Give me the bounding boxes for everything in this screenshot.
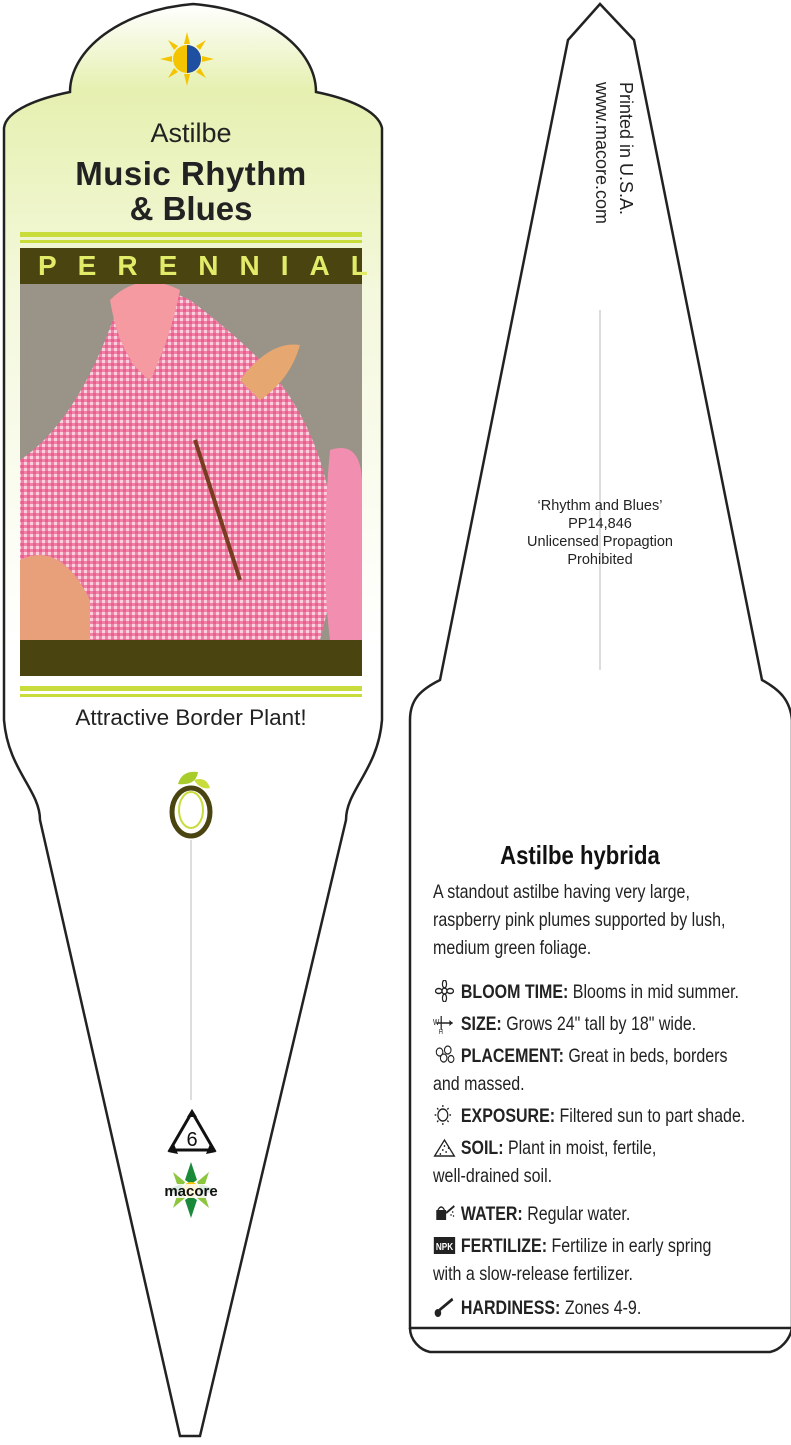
placement-label: PLACEMENT:	[460, 1045, 564, 1067]
size-text: Grows 24" tall by 18" wide.	[501, 1013, 697, 1035]
care-soil	[433, 1134, 712, 1190]
care-fertilize	[433, 1232, 712, 1288]
sprout-icon	[162, 766, 220, 842]
thermometer-icon	[433, 1296, 456, 1318]
water-text: Regular water.	[522, 1203, 631, 1225]
soil-text: Plant in moist, fertile,	[503, 1137, 657, 1159]
cultivar-name-line2: & Blues	[129, 190, 253, 227]
patent-line: Prohibited	[567, 552, 633, 568]
svg-text:NPK: NPK	[435, 1241, 454, 1253]
sun-shade-icon	[160, 32, 214, 86]
plant-photo	[20, 282, 362, 676]
watering-can-icon	[433, 1202, 456, 1224]
placement-text-2: and massed.	[433, 1073, 525, 1095]
care-hardiness	[433, 1294, 712, 1322]
sun-icon	[433, 1104, 456, 1126]
care-exposure	[433, 1102, 746, 1130]
patent-notice	[480, 497, 720, 569]
fertilize-label: FERTILIZE:	[460, 1235, 548, 1257]
care-bloom	[433, 978, 739, 1006]
website: www.macore.com	[592, 82, 612, 225]
patent-line: PP14,846	[568, 516, 632, 532]
exposure-label: EXPOSURE:	[460, 1105, 556, 1127]
fertilize-text: Fertilize in early spring	[547, 1235, 712, 1257]
cultivar-name-line1: Music Rhythm	[75, 155, 307, 192]
placement-text: Great in beds, borders	[563, 1045, 728, 1067]
water-label: WATER:	[460, 1203, 523, 1225]
recycle-code: 6	[186, 1129, 198, 1151]
tagline: Attractive Border Plant!	[75, 705, 307, 730]
patent-line: ‘Rhythm and Blues’	[537, 498, 663, 514]
care-size	[433, 1010, 712, 1038]
description-line: raspberry pink plumes supported by lush,	[433, 909, 726, 931]
fertilizer-icon	[433, 1234, 456, 1256]
description	[433, 878, 726, 962]
svg-text:H: H	[438, 1028, 443, 1034]
genus-name: Astilbe	[150, 118, 232, 148]
size-label: SIZE:	[460, 1013, 502, 1035]
care-placement	[433, 1042, 728, 1098]
printed-rotated	[570, 82, 640, 302]
recycle-icon	[166, 1108, 218, 1162]
hardiness-text: Zones 4-9.	[560, 1297, 642, 1319]
printed-in: Printed in U.S.A.	[616, 82, 636, 216]
exposure-text: Filtered sun to part shade.	[555, 1105, 746, 1127]
soil-label: SOIL:	[460, 1137, 504, 1159]
soil-icon	[433, 1136, 456, 1158]
description-line: medium green foliage.	[433, 937, 592, 959]
svg-text:W: W	[433, 1017, 440, 1028]
placement-icon	[433, 1044, 456, 1066]
description-line: A standout astilbe having very large,	[433, 881, 690, 903]
bloom-text: Blooms in mid summer.	[568, 981, 739, 1003]
care-water	[433, 1200, 712, 1228]
bloom-label: BLOOM TIME:	[460, 981, 569, 1003]
macore-logo	[152, 1160, 230, 1220]
flower-icon	[433, 980, 456, 1002]
species-name: Astilbe hybrida	[500, 840, 660, 870]
fertilize-text-2: with a slow-release fertilizer.	[433, 1263, 633, 1285]
hardiness-label: HARDINESS:	[460, 1297, 561, 1319]
soil-text-2: well-drained soil.	[433, 1165, 553, 1187]
patent-line: Unlicensed Propagtion	[527, 534, 673, 550]
brand-name: macore	[164, 1183, 218, 1200]
size-icon	[433, 1012, 456, 1034]
category-banner: PERENNIAL	[20, 248, 362, 284]
